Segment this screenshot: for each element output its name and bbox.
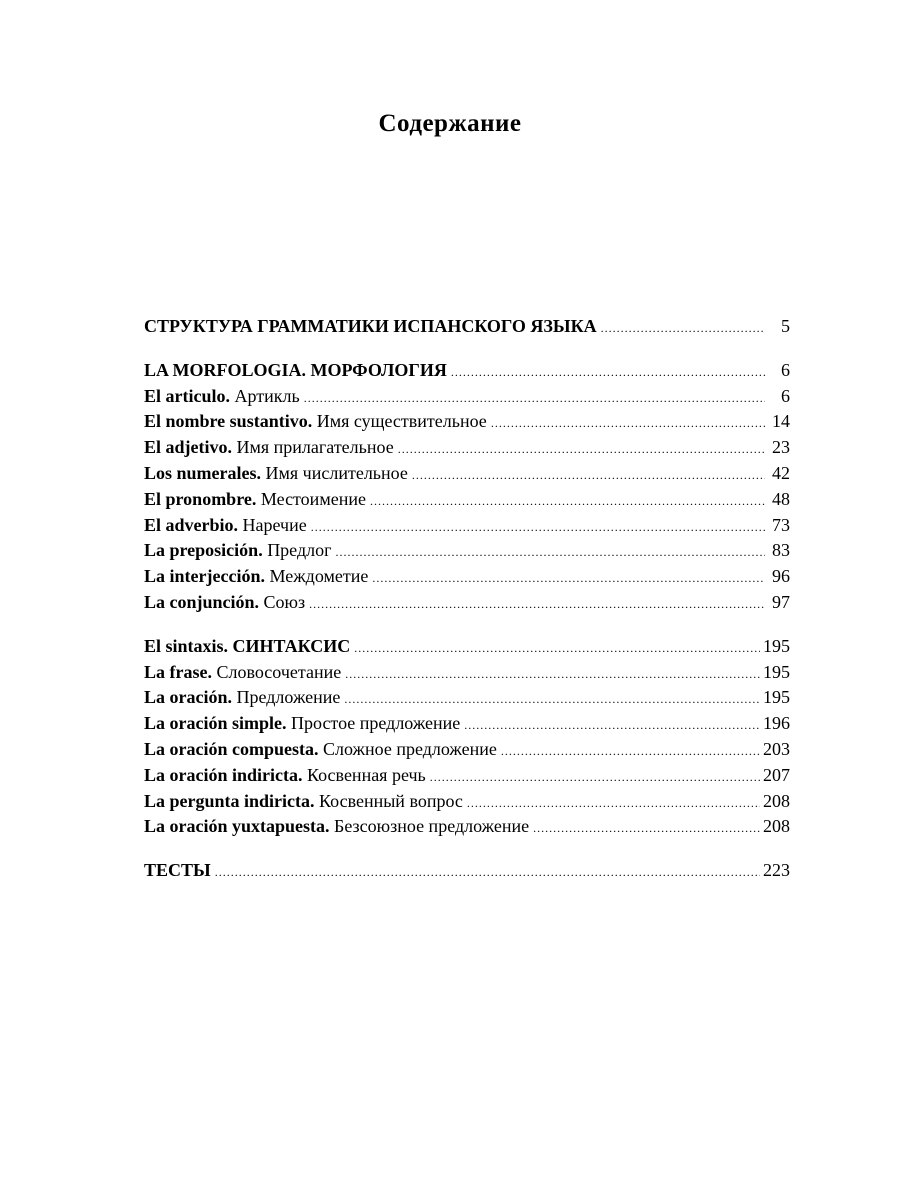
toc-entry[interactable] <box>144 314 790 340</box>
toc-dot-leader <box>491 411 765 435</box>
toc-page-number: 6 <box>781 359 790 380</box>
toc-entry[interactable] <box>144 409 790 435</box>
toc-entry-title-bold: El adverbio. <box>144 514 239 535</box>
toc-entry-title-bold: La oración indiricta. <box>144 764 303 785</box>
toc-entry-title-normal: Союз <box>259 591 306 612</box>
toc-entry-title <box>144 538 331 564</box>
toc-dot-leader <box>311 515 765 539</box>
toc-entry-title <box>144 737 497 763</box>
toc-page-number: 223 <box>763 860 790 881</box>
toc-page-number: 195 <box>763 661 790 682</box>
toc-entry[interactable] <box>144 858 790 884</box>
toc-page-number: 73 <box>772 514 790 535</box>
toc-entry-title-bold: Los numerales. <box>144 462 261 483</box>
toc-entry[interactable] <box>144 634 790 660</box>
toc-entry-title <box>144 358 447 384</box>
toc-entry-title-bold: El pronombre. <box>144 488 257 509</box>
toc-entry-title-bold: La oración compuesta. <box>144 738 319 759</box>
toc-entry-title <box>144 660 341 686</box>
toc-section <box>144 858 790 884</box>
toc-entry-title-normal: Междометие <box>264 566 369 587</box>
toc-entry-title-normal: Артикль <box>230 385 300 406</box>
toc-dot-leader <box>344 687 760 711</box>
toc-entry-title-bold: La frase. <box>144 661 212 682</box>
toc-dot-leader <box>372 566 765 590</box>
toc-page-number: 5 <box>781 316 790 336</box>
toc-dot-leader <box>601 316 765 340</box>
toc-entry-title-bold: El sintaxis. СИНТАКСИС <box>144 635 351 656</box>
toc-section <box>144 634 790 840</box>
toc-entry-title-bold: La oración. <box>144 687 232 708</box>
toc-page-number: 195 <box>763 635 790 656</box>
toc-entry-title <box>144 435 394 461</box>
toc-entry-title-normal: Имя числительное <box>261 462 408 483</box>
toc-entry[interactable] <box>144 685 790 711</box>
toc-entry-title-bold: La interjección. <box>144 566 265 587</box>
toc-dot-leader <box>304 386 765 410</box>
toc-page-number: 14 <box>772 411 790 432</box>
toc-entry-title-bold: La oración simple. <box>144 713 287 734</box>
toc-entry[interactable] <box>144 384 790 410</box>
toc-entry[interactable] <box>144 590 790 616</box>
toc-entry-title-normal: Сложное предложение <box>318 738 497 759</box>
toc-page-number: 203 <box>763 738 790 759</box>
toc-entry[interactable] <box>144 538 790 564</box>
toc-entry-title <box>144 814 529 840</box>
toc-entry[interactable] <box>144 737 790 763</box>
toc-page-number: 6 <box>781 385 790 406</box>
toc-entry-title-normal: Предлог <box>262 540 332 561</box>
toc-section <box>144 358 790 616</box>
toc-page-number: 196 <box>763 713 790 734</box>
toc-entry-title <box>144 384 300 410</box>
toc-entry[interactable] <box>144 487 790 513</box>
toc-entry[interactable] <box>144 435 790 461</box>
toc-entry-title-bold: El adjetivo. <box>144 437 232 458</box>
toc-page-number: 195 <box>763 687 790 708</box>
table-of-contents <box>144 314 790 902</box>
toc-page-number: 83 <box>772 540 790 561</box>
toc-entry-title-bold: ТЕСТЫ <box>144 860 211 881</box>
toc-entry-title <box>144 590 305 616</box>
toc-dot-leader <box>309 592 765 616</box>
toc-dot-leader <box>451 360 765 384</box>
toc-entry-title-bold: СТРУКТУРА ГРАММАТИКИ ИСПАНСКОГО ЯЗЫКА <box>144 316 597 336</box>
toc-entry-title-normal: Имя прилагательное <box>232 437 394 458</box>
toc-entry-title <box>144 487 366 513</box>
toc-dot-leader <box>354 636 760 660</box>
toc-entry-title-normal: Местоимение <box>256 488 366 509</box>
toc-entry-title <box>144 564 368 590</box>
toc-entry-title-bold: La conjunción. <box>144 591 260 612</box>
toc-entry[interactable] <box>144 763 790 789</box>
toc-entry-title-normal: Предложение <box>232 687 341 708</box>
toc-entry-title <box>144 634 350 660</box>
toc-entry-title-normal: Простое предложение <box>286 713 461 734</box>
toc-entry[interactable] <box>144 814 790 840</box>
toc-entry-title-normal: Косвенный вопрос <box>314 790 463 811</box>
toc-page-number: 208 <box>763 790 790 811</box>
toc-entry-title-normal: Наречие <box>238 514 307 535</box>
toc-entry-title <box>144 513 307 539</box>
toc-entry-title <box>144 711 460 737</box>
toc-page-number: 42 <box>772 462 790 483</box>
toc-entry-title-normal: Безсоюзное предложение <box>329 816 530 837</box>
toc-dot-leader <box>464 713 760 737</box>
toc-dot-leader <box>467 791 760 815</box>
toc-dot-leader <box>335 540 765 564</box>
toc-entry[interactable] <box>144 660 790 686</box>
toc-page-number: 96 <box>772 566 790 587</box>
toc-entry[interactable] <box>144 564 790 590</box>
toc-entry-title <box>144 461 408 487</box>
toc-entry[interactable] <box>144 789 790 815</box>
toc-section <box>144 314 790 340</box>
toc-page-number: 208 <box>763 816 790 837</box>
page-title: Содержание <box>378 110 522 137</box>
toc-entry-title <box>144 858 211 884</box>
toc-entry-title <box>144 314 597 340</box>
toc-entry-title <box>144 409 487 435</box>
toc-entry-title <box>144 789 463 815</box>
toc-entry-title-normal: Словосочетание <box>211 661 342 682</box>
toc-entry-title-bold: LA MORFOLOGIA. МОРФОЛОГИЯ <box>144 359 447 380</box>
toc-entry-title-bold: El nombre sustantivo. <box>144 411 313 432</box>
toc-entry[interactable] <box>144 513 790 539</box>
toc-dot-leader <box>215 860 760 884</box>
toc-dot-leader <box>430 765 760 789</box>
toc-entry[interactable] <box>144 461 790 487</box>
toc-entry-title-normal: Имя существительное <box>312 411 487 432</box>
toc-entry-title-bold: La preposición. <box>144 540 263 561</box>
toc-entry-title-bold: La pergunta indiricta. <box>144 790 315 811</box>
toc-page-number: 48 <box>772 488 790 509</box>
toc-page-number: 207 <box>763 764 790 785</box>
toc-entry[interactable] <box>144 711 790 737</box>
toc-page-number: 23 <box>772 437 790 458</box>
toc-dot-leader <box>370 489 765 513</box>
toc-entry-title-normal: Косвенная речь <box>302 764 426 785</box>
toc-entry-title-bold: El articulo. <box>144 385 230 406</box>
toc-dot-leader <box>412 463 765 487</box>
toc-entry-title <box>144 763 426 789</box>
toc-entry-title <box>144 685 340 711</box>
toc-entry-title-bold: La oración yuxtapuesta. <box>144 816 330 837</box>
toc-dot-leader <box>533 816 760 840</box>
toc-entry[interactable] <box>144 358 790 384</box>
toc-dot-leader <box>398 437 765 461</box>
toc-dot-leader <box>501 739 760 763</box>
toc-dot-leader <box>345 662 760 686</box>
toc-page-number: 97 <box>772 591 790 612</box>
